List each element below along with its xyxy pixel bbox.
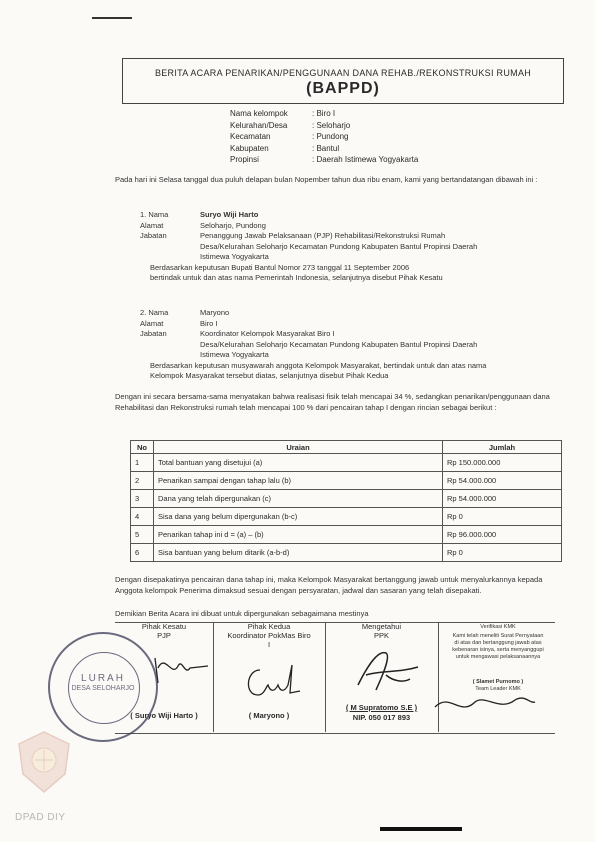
stamp-title: LURAH xyxy=(81,673,125,684)
column-header: Jumlah xyxy=(443,441,562,454)
party-address: Seloharjo, Pundong xyxy=(200,220,266,230)
column-header: No xyxy=(131,441,154,454)
party-two xyxy=(140,308,555,382)
cell-amount: Rp 150.000.000 xyxy=(443,454,562,472)
scan-mark xyxy=(92,17,132,19)
signature-title: Pihak Kesatu xyxy=(141,622,187,631)
signature-subtitle: Koordinator PokMas Biro xyxy=(227,631,311,640)
signature-scribble-one xyxy=(150,648,210,688)
cell-desc: Penarikan sampai dengan tahap lalu (b) xyxy=(154,472,443,490)
info-value: : Daerah Istimewa Yogyakarta xyxy=(312,155,419,164)
party-one xyxy=(140,210,560,284)
cell-no: 5 xyxy=(131,526,154,544)
party-name: Maryono xyxy=(200,308,230,317)
info-key: Kelurahan/Desa xyxy=(230,120,288,130)
signature-name: ( Maryono ) xyxy=(248,711,290,720)
funds-table xyxy=(130,440,562,562)
table-row xyxy=(131,490,562,508)
cell-amount: Rp 54.000.000 xyxy=(443,490,562,508)
verification-text: Kami telah meneliti Surat Pernyataan di atas dan bertanggung jawab atas kebenaran isinya, serta menyanggupi untuk mengawasi pelaksanaannya xyxy=(452,633,544,660)
cell-no: 3 xyxy=(131,490,154,508)
info-key: Kabupaten xyxy=(230,143,269,153)
party-address: Biro I xyxy=(200,318,218,328)
info-value: : Biro I xyxy=(312,109,336,118)
party-label: Alamat xyxy=(140,318,164,328)
table-row xyxy=(131,472,562,490)
group-info xyxy=(230,108,418,166)
cell-amount: Rp 0 xyxy=(443,544,562,562)
signature-subtitle: PJP xyxy=(157,631,171,640)
signature-name: ( Suryo Wiji Harto ) xyxy=(130,711,198,720)
verification-title: Verifikasi KMK xyxy=(480,624,516,630)
signature-title: Mengetahui xyxy=(361,622,402,631)
party-capacity: Kelompok Masyarakat tersebut diatas, selanjutnya disebut Pihak Kedua xyxy=(150,371,389,380)
closing-paragraph: Dengan disepakatinya pencairan dana tahap ini, maka Kelompok Masyarakat bertanggung jawab untuk menyalurkannya kepada Anggota kelompok Penerima dimaksud sesuai dengan persyaratan, jadwal dan sasaran yang telah disepakati. xyxy=(115,575,543,595)
signature-scribble-three xyxy=(348,645,428,695)
party-role: Desa/Kelurahan Seloharjo Kecamatan Pundong Kabupaten Bantul Propinsi Daerah xyxy=(200,339,478,349)
party-role: Istimewa Yogyakarta xyxy=(200,350,269,359)
document-acronym: (BAPPD) xyxy=(306,80,380,97)
party-role: Penanggung Jawab Pelaksanaan (PJP) Rehabilitasi/Rekonstruksi Rumah xyxy=(200,231,446,240)
party-label: 1. Nama xyxy=(140,210,169,219)
page-mark xyxy=(380,827,462,831)
party-role: Koordinator Kelompok Masyarakat Biro I xyxy=(200,329,335,338)
info-key: Kecamatan xyxy=(230,132,271,141)
party-label: Alamat xyxy=(140,220,164,230)
party-basis: Berdasarkan keputusan Bupati Bantul Nomor 273 tanggal 11 September 2006 xyxy=(150,262,410,272)
intro-paragraph: Pada hari ini Selasa tanggal dua puluh delapan bulan Nopember tahun dua ribu enam, kami yang bertandatangan dibawah ini : xyxy=(115,175,538,184)
cell-no: 6 xyxy=(131,544,154,562)
party-label: Jabatan xyxy=(140,329,167,338)
signature-subtitle: I xyxy=(267,640,271,649)
cell-amount: Rp 96.000.000 xyxy=(443,526,562,544)
coat-of-arms-logo xyxy=(15,730,73,794)
verification-role: Team Leader KMK xyxy=(475,686,521,692)
cell-desc: Dana yang telah dipergunakan (c) xyxy=(154,490,443,508)
info-value: : Seloharjo xyxy=(312,120,351,130)
cell-no: 4 xyxy=(131,508,154,526)
signature-nip: NIP. 050 017 893 xyxy=(352,713,411,722)
cell-desc: Penarikan tahap ini d = (a) – (b) xyxy=(154,526,443,544)
signature-scribble-four xyxy=(430,682,540,722)
verification-name: ( Slamet Purnomo ) xyxy=(472,679,524,685)
party-basis: Berdasarkan keputusan musyawarah anggota Kelompok Masyarakat, bertindak untuk dan atas nama xyxy=(150,360,487,370)
info-value: : Bantul xyxy=(312,143,340,153)
cell-no: 1 xyxy=(131,454,154,472)
party-label: Jabatan xyxy=(140,231,167,240)
signature-title: Pihak Kedua xyxy=(247,622,291,631)
cell-desc: Sisa bantuan yang belum ditarik (a-b-d) xyxy=(154,544,443,562)
column-header: Uraian xyxy=(154,441,443,454)
cell-desc: Total bantuan yang disetujui (a) xyxy=(154,454,443,472)
signature-subtitle: PPK xyxy=(373,631,389,640)
statement-paragraph: Dengan ini secara bersama-sama menyatakan bahwa realisasi fisik telah mencapai 34 %, sedangkan penarikan/penggunaan dana Rehabilitasi dan Rekonstruksi rumah telah mencapai 100 % dari pencairan tahap I dengan rincian sebagai berikut : xyxy=(115,392,550,412)
table-row xyxy=(131,526,562,544)
cell-no: 2 xyxy=(131,472,154,490)
cell-desc: Sisa dana yang belum dipergunakan (b-c) xyxy=(154,508,443,526)
closing-sentence: Demikian Berita Acara ini dibuat untuk dipergunakan sebagaimana mestinya xyxy=(115,609,369,618)
table-row xyxy=(131,454,562,472)
info-key: Propinsi xyxy=(230,155,259,164)
party-capacity: bertindak untuk dan atas nama Pemerintah Indonesia, selanjutnya disebut Pihak Kesatu xyxy=(150,273,443,282)
official-stamp xyxy=(48,632,158,742)
cell-amount: Rp 54.000.000 xyxy=(443,472,562,490)
stamp-subtitle: DESA SELOHARJO xyxy=(71,685,135,692)
signature-scribble-two xyxy=(238,655,308,705)
table-row xyxy=(131,544,562,562)
cell-amount: Rp 0 xyxy=(443,508,562,526)
table-row xyxy=(131,508,562,526)
title-box xyxy=(122,58,564,104)
table-header-row xyxy=(131,441,562,454)
party-role: Istimewa Yogyakarta xyxy=(200,252,269,261)
party-role: Desa/Kelurahan Seloharjo Kecamatan Pundong Kabupaten Bantul Propinsi Daerah xyxy=(200,241,478,251)
watermark-label: DPAD DIY xyxy=(15,812,66,823)
party-label: 2. Nama xyxy=(140,308,169,317)
info-value: : Pundong xyxy=(312,132,349,141)
signature-name: ( M Supratomo S.E ) xyxy=(345,703,418,712)
info-key: Nama kelompok xyxy=(230,109,288,118)
party-name: Suryo Wiji Harto xyxy=(200,210,259,219)
document-title: BERITA ACARA PENARIKAN/PENGGUNAAN DANA REHAB./REKONSTRUKSI RUMAH xyxy=(154,68,532,78)
